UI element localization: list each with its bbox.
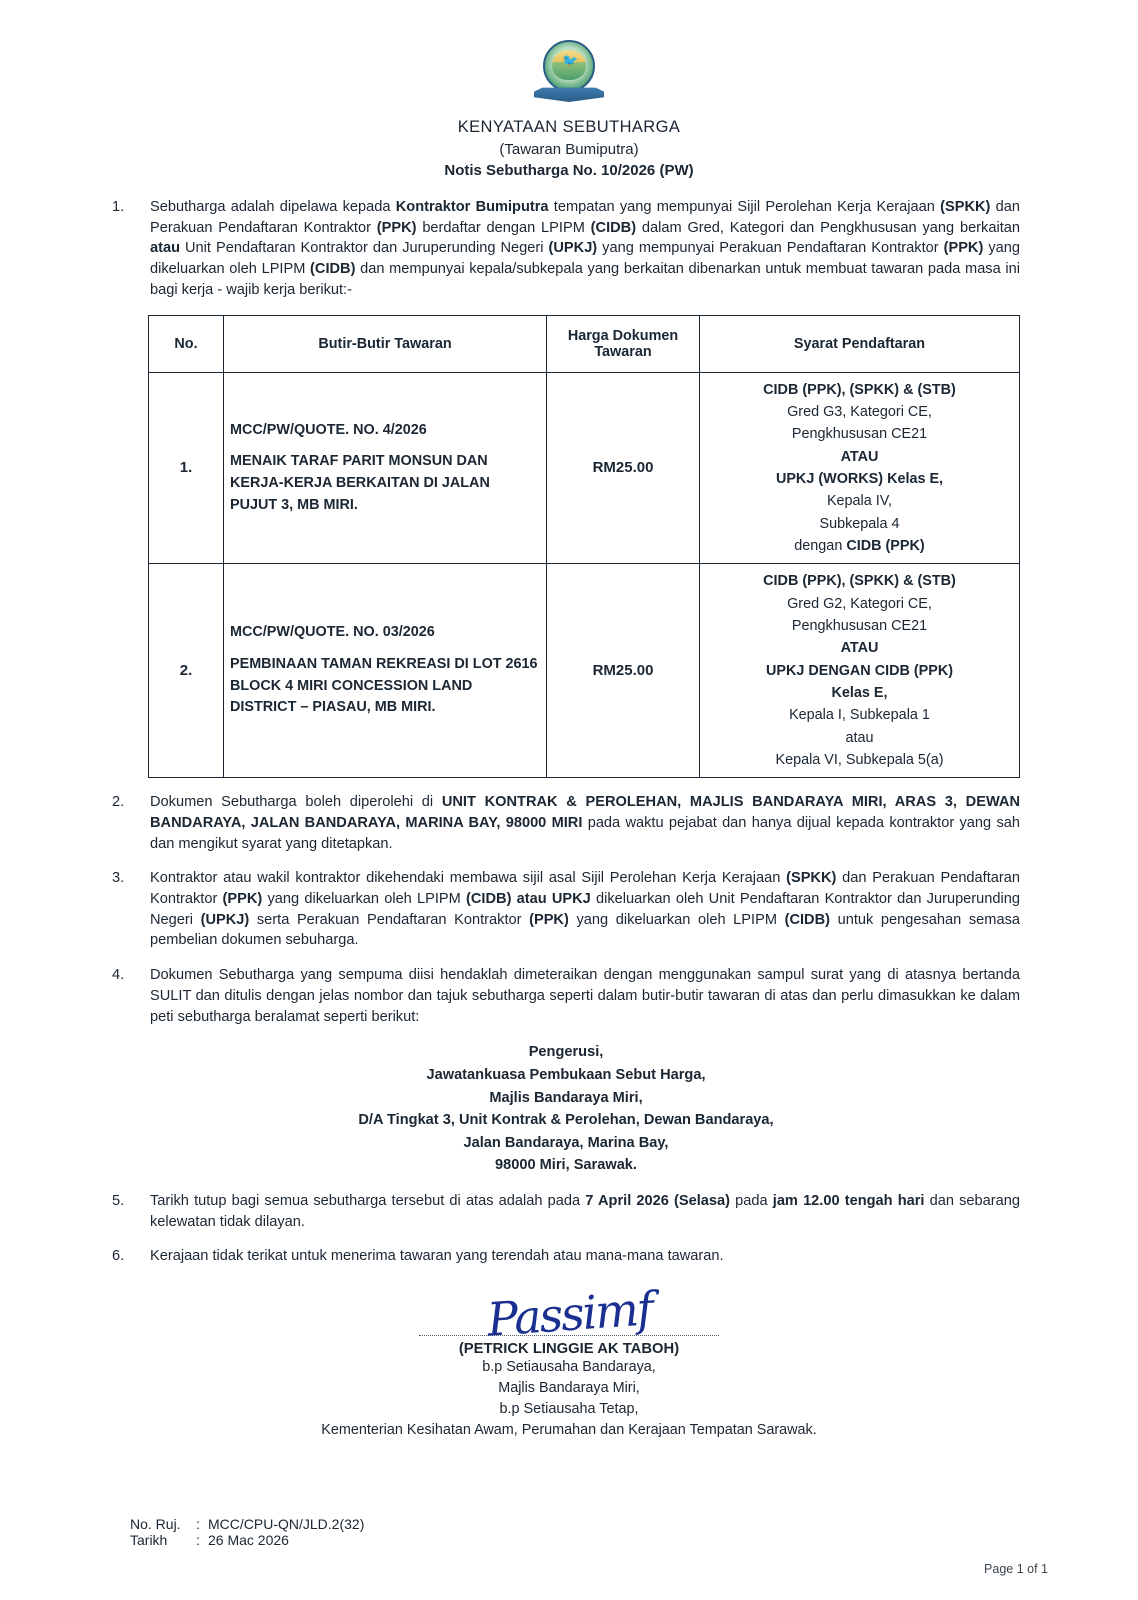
notice-number: Notis Sebutharga No. 10/2026 (PW) [444, 162, 694, 179]
municipal-crest-icon [532, 38, 606, 110]
footer-reference-row [130, 1516, 1078, 1532]
clause-2-number: 2. [112, 794, 125, 811]
signatory-title-line: b.p Setiausaha Tetap, [499, 1400, 639, 1417]
row-2-item [224, 564, 547, 778]
address-line: Jalan Bandaraya, Marina Bay, [463, 1134, 669, 1151]
signatory-title-line: b.p Setiausaha Bandaraya, [482, 1359, 656, 1376]
row-2-requirements: CIDB (PPK), (SPKK) & (STB) Gred G2, Kategori CE, Pengkhususan CE21 ATAU UPKJ DENGAN CIDB (PPK) Kelas E, Kepala I, Subkepala 1 atau Kepala VI, Subkepala 5(a) [700, 564, 1020, 778]
crest-bird-icon: 🐦 [562, 53, 579, 68]
footer-date-label: Tarikh [130, 1532, 168, 1548]
table-row [149, 372, 1020, 564]
clause-5-text: Tarikh tutup bagi semua sebutharga tersebut di atas adalah pada 7 April 2026 (Selasa) pada jam 12.00 tengah hari dan sebarang kelewatan tidak dilayan. [150, 1193, 1020, 1230]
row-2-quote-no: MCC/PW/QUOTE. NO. 03/2026 [230, 624, 435, 641]
document-title: KENYATAAN SEBUTHARGA [457, 118, 681, 136]
clause-6 [0, 1246, 1138, 1267]
tender-table [148, 315, 1020, 779]
row-2-price: RM25.00 [547, 564, 700, 778]
clause-6-text: Kerajaan tidak terikat untuk menerima tawaran yang terendah atau mana-mana tawaran. [150, 1248, 724, 1265]
crest-container [0, 0, 1138, 110]
clause-5-number: 5. [112, 1193, 125, 1210]
clause-4 [0, 965, 1138, 1027]
clause-3-number: 3. [112, 870, 125, 887]
row-2-no: 2. [149, 564, 224, 778]
clause-3 [0, 868, 1138, 951]
row-1-price: RM25.00 [547, 372, 700, 564]
clause-4-text: Dokumen Sebutharga yang sempuma diisi hendaklah dimeteraikan dengan menggunakan sampul surat yang di atasnya bertanda SULIT dan ditulis dengan jelas nombor dan tajuk sebutharga seperti dalam butir-butir tawaran di atas dan perlu dimasukkan ke dalam peti sebutharga beralamat seperti berikut: [150, 967, 1020, 1025]
clause-6-number: 6. [112, 1248, 125, 1265]
clause-1-number: 1. [112, 199, 125, 215]
th-requirements: Syarat Pendaftaran [700, 315, 1020, 372]
clause-1 [0, 197, 1138, 301]
address-line: Majlis Bandaraya Miri, [489, 1089, 643, 1106]
table-row [149, 564, 1020, 778]
clause-5 [0, 1191, 1138, 1232]
tender-table-wrap [0, 315, 1138, 779]
row-1-description: MENAIK TARAF PARIT MONSUN DAN KERJA-KERJA BERKAITAN DI JALAN PUJUT 3, MB MIRI. [230, 453, 490, 513]
signatory-title-line: Majlis Bandaraya Miri, [498, 1380, 640, 1397]
th-price: Harga Dokumen Tawaran [547, 315, 700, 372]
address-line: Jawatankuasa Pembukaan Sebut Harga, [426, 1066, 706, 1083]
clause-1-text: Sebutharga adalah dipelawa kepada Kontraktor Bumiputra tempatan yang mempunyai Sijil Perolehan Kerja Kerajaan (SPKK) dan Perakuan Pendaftaran Kontraktor (PPK) berdaftar dengan LPIPM (CIDB) dalam Gred, Kategori dan Pengkhususan yang berkaitan atau Unit Pendaftaran Kontraktor dan Juruperunding Negeri (UPKJ) yang mempunyai Perakuan Pendaftaran Kontraktor (PPK) yang dikeluarkan oleh LPIPM (CIDB) dan mempunyai kepala/subkepala yang berkaitan dibenarkan untuk membuat tawaran pada masa ini bagi kerja - wajib kerja berikut:- [150, 199, 1020, 298]
document-subtitle: (Tawaran Bumiputra) [499, 141, 639, 158]
address-line: Pengerusi, [528, 1044, 604, 1061]
document-footer [0, 1516, 1138, 1576]
table-header-row [149, 315, 1020, 372]
address-line: 98000 Miri, Sarawak. [495, 1157, 637, 1174]
footer-date-colon: : [196, 1532, 200, 1548]
clause-2 [0, 792, 1138, 854]
clause-3-text: Kontraktor atau wakil kontraktor dikehendaki membawa sijil asal Sijil Perolehan Kerja Kerajaan (SPKK) dan Perakuan Pendaftaran Kontraktor (PPK) yang dikeluarkan oleh LPIPM (CIDB) atau UPKJ dikeluarkan oleh Unit Pendaftaran Kontraktor dan Juruperunding Negeri (UPKJ) serta Perakuan Pendaftaran Kontraktor (PPK) yang dikeluarkan oleh LPIPM (CIDB) untuk pengesahan semasa pembelian dokumen sebuharga. [150, 870, 1020, 949]
signature-area [0, 1281, 1138, 1441]
row-1-requirements: CIDB (PPK), (SPKK) & (STB) Gred G3, Kategori CE, Pengkhususan CE21 ATAU UPKJ (WORKS) Kelas E, Kepala IV, Subkepala 4 dengan CIDB (PPK) [700, 372, 1020, 564]
row-1-no: 1. [149, 372, 224, 564]
signatory-name: (PETRICK LINGGIE AK TABOH) [458, 1341, 680, 1358]
row-2-description: PEMBINAAN TAMAN REKREASI DI LOT 2616 BLOCK 4 MIRI CONCESSION LAND DISTRICT – PIASAU, MB MIRI. [230, 656, 538, 716]
footer-date-value: 26 Mac 2026 [208, 1532, 289, 1548]
footer-ref-label: No. Ruj. [130, 1516, 181, 1532]
th-item: Butir-Butir Tawaran [224, 315, 547, 372]
handwritten-signature: Passimf [484, 1281, 654, 1347]
th-no: No. [149, 315, 224, 372]
footer-ref-colon: : [196, 1516, 200, 1532]
footer-ref-value: MCC/CPU-QN/JLD.2(32) [208, 1516, 365, 1532]
row-1-item [224, 372, 547, 564]
signatory-title-line: Kementerian Kesihatan Awam, Perumahan dan Kerajaan Tempatan Sarawak. [321, 1421, 817, 1438]
crest-ribbon [534, 86, 604, 102]
clause-2-text: Dokumen Sebutharga boleh diperolehi di UNIT KONTRAK & PEROLEHAN, MAJLIS BANDARAYA MIRI, ARAS 3, DEWAN BANDARAYA, JALAN BANDARAYA, MARINA BAY, 98000 MIRI pada waktu pejabat dan hanya dijual kepada kontraktor yang sah dan mengikut syarat yang ditetapkan. [150, 794, 1020, 852]
submission-address-block [0, 1041, 1138, 1177]
footer-date-row [130, 1532, 1078, 1548]
clause-4-number: 4. [112, 967, 125, 984]
address-line: D/A Tingkat 3, Unit Kontrak & Perolehan, Dewan Bandaraya, [358, 1112, 774, 1129]
row-1-quote-no: MCC/PW/QUOTE. NO. 4/2026 [230, 421, 427, 438]
page-number: Page 1 of 1 [984, 1562, 1048, 1576]
